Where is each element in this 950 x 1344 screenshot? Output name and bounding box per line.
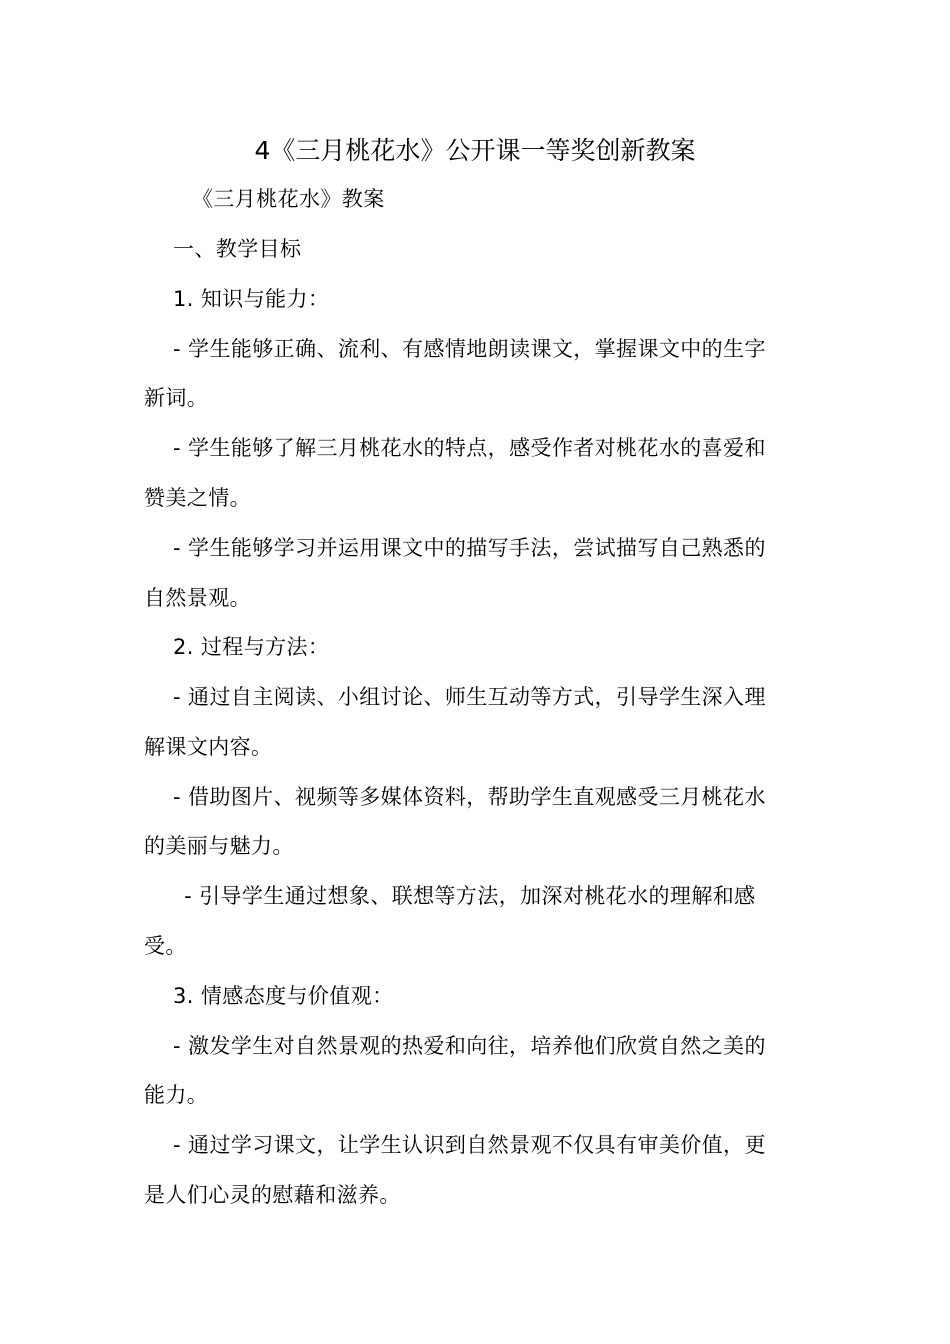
objective-item-line-cont: 受。 (144, 934, 187, 958)
document-title: 4《三月桃花水》公开课一等奖创新教案 (254, 136, 696, 165)
objective-item-line-cont: 的美丽与魅力。 (144, 834, 294, 858)
objective-item-line: - 通过学习课文，让学生认识到自然景观不仅具有审美价值，更 (173, 1133, 766, 1157)
objective-item-line: - 激发学生对自然景观的热爱和向往，培养他们欣赏自然之美的 (173, 1034, 766, 1058)
objective-item-line-cont: 赞美之情。 (144, 486, 251, 510)
objective-item-line: - 学生能够学习并运用课文中的描写手法，尝试描写自己熟悉的 (173, 536, 766, 560)
objective-heading-knowledge: 1. 知识与能力： (173, 287, 330, 311)
objective-item-line-cont: 自然景观。 (144, 586, 251, 610)
objective-heading-values: 3. 情感态度与价值观： (173, 984, 394, 1008)
document-subtitle: 《三月桃花水》教案 (192, 187, 385, 211)
objective-item-line-cont: 是人们心灵的慰藉和滋养。 (144, 1183, 401, 1207)
objective-item-line: - 通过自主阅读、小组讨论、师生互动等方式，引导学生深入理 (173, 685, 766, 709)
objective-heading-process: 2. 过程与方法： (173, 635, 330, 659)
objective-item-line: - 学生能够了解三月桃花水的特点，感受作者对桃花水的喜爱和 (173, 436, 766, 460)
objective-item-line-cont: 能力。 (144, 1083, 209, 1107)
objective-item-line-cont: 新词。 (144, 386, 209, 410)
objective-item-line: - 借助图片、视频等多媒体资料，帮助学生直观感受三月桃花水 (173, 785, 766, 809)
objective-item-line: - 学生能够正确、流利、有感情地朗读课文，掌握课文中的生字 (173, 337, 766, 361)
objective-item-line-cont: 解课文内容。 (144, 735, 273, 759)
section-heading-teaching-goals: 一、教学目标 (173, 237, 302, 261)
objective-item-line: - 引导学生通过想象、联想等方法，加深对桃花水的理解和感 (177, 884, 756, 908)
